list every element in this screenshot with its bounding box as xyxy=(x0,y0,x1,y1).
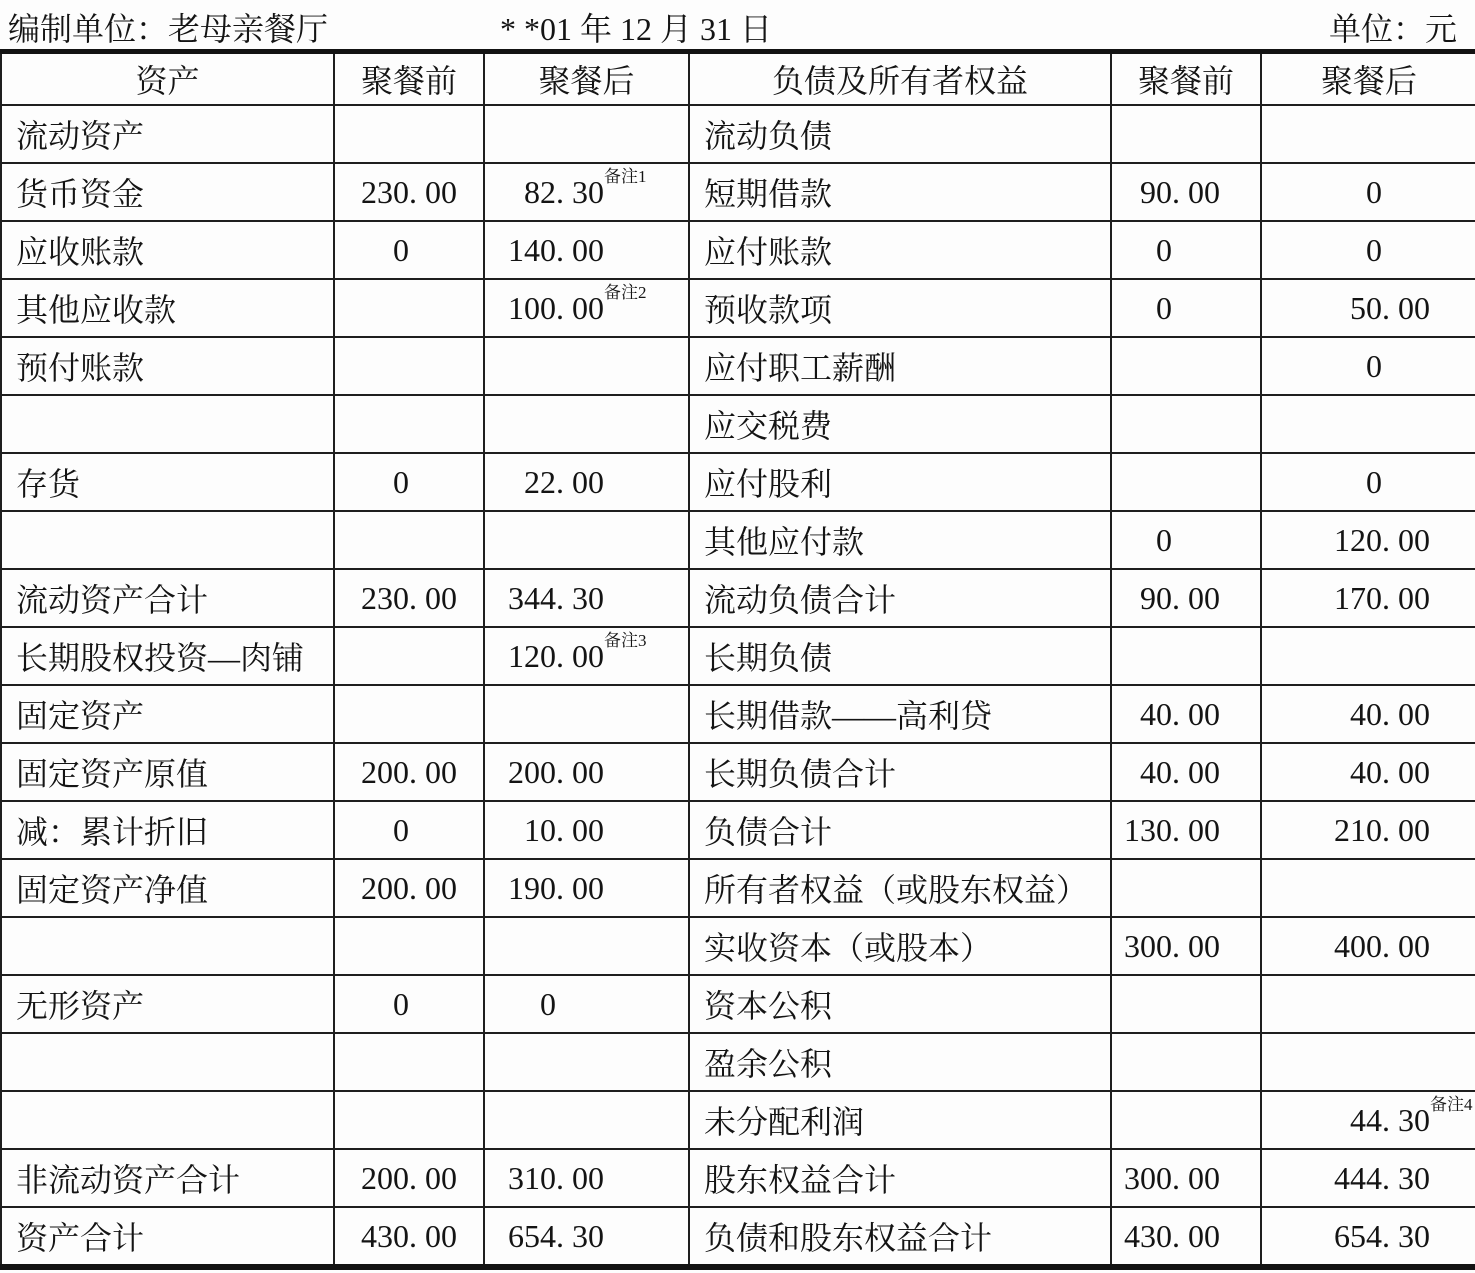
column-header-5: 聚餐后 xyxy=(1261,52,1475,106)
column-header-2: 聚餐后 xyxy=(484,52,689,106)
account-label: 所有者权益（或股东权益） xyxy=(689,859,1111,917)
note-superscript: 备注3 xyxy=(604,630,647,650)
table-row xyxy=(1,569,1475,627)
amount-value: 0 xyxy=(1366,231,1382,268)
amount-cell xyxy=(1111,859,1261,917)
table-row xyxy=(1,279,1475,337)
account-label xyxy=(1,395,334,453)
table-row xyxy=(1,1207,1475,1267)
amount-value: 0 xyxy=(393,985,409,1022)
amount-cell xyxy=(1261,685,1475,743)
amount-value: 40. 00 xyxy=(1350,695,1430,732)
amount-cell xyxy=(484,511,689,569)
amount-value: 344. 30 xyxy=(508,579,604,616)
account-label: 实收资本（或股本） xyxy=(689,917,1111,975)
note-superscript: 备注2 xyxy=(604,282,647,302)
amount-cell xyxy=(484,105,689,163)
amount-cell xyxy=(1111,1033,1261,1091)
column-header-3: 负债及所有者权益 xyxy=(689,52,1111,106)
amount-cell xyxy=(334,279,484,337)
header-row xyxy=(1,52,1475,106)
amount-cell xyxy=(484,743,689,801)
amount-cell xyxy=(484,685,689,743)
amount-value: 40. 00 xyxy=(1140,753,1220,790)
table-row xyxy=(1,859,1475,917)
amount-cell xyxy=(334,569,484,627)
amount-value: 0 xyxy=(1156,521,1172,558)
amount-cell xyxy=(1111,1091,1261,1149)
amount-cell xyxy=(1261,337,1475,395)
amount-value: 200. 00 xyxy=(361,869,457,906)
table-row xyxy=(1,1149,1475,1207)
amount-cell xyxy=(334,859,484,917)
amount-value: 230. 00 xyxy=(361,579,457,616)
amount-value: 120. 00 xyxy=(1334,521,1430,558)
amount-value: 170. 00 xyxy=(1334,579,1430,616)
table-row xyxy=(1,511,1475,569)
amount-cell xyxy=(1261,917,1475,975)
table-row xyxy=(1,917,1475,975)
amount-value: 300. 00 xyxy=(1124,927,1220,964)
amount-cell xyxy=(1111,337,1261,395)
amount-cell xyxy=(1261,1091,1475,1149)
amount-cell xyxy=(484,453,689,511)
column-header-4: 聚餐前 xyxy=(1111,52,1261,106)
account-label: 应付职工薪酬 xyxy=(689,337,1111,395)
amount-cell xyxy=(484,337,689,395)
account-label: 固定资产净值 xyxy=(1,859,334,917)
amount-cell xyxy=(484,627,689,685)
account-label xyxy=(1,1033,334,1091)
account-label: 流动资产 xyxy=(1,105,334,163)
amount-value: 400. 00 xyxy=(1334,927,1430,964)
account-label: 盈余公积 xyxy=(689,1033,1111,1091)
account-label: 长期负债合计 xyxy=(689,743,1111,801)
amount-cell xyxy=(1111,453,1261,511)
amount-value: 654. 30 xyxy=(508,1217,604,1254)
amount-cell xyxy=(1261,627,1475,685)
amount-value: 50. 00 xyxy=(1350,289,1430,326)
account-label: 应收账款 xyxy=(1,221,334,279)
amount-cell xyxy=(1261,221,1475,279)
account-label: 流动负债合计 xyxy=(689,569,1111,627)
account-label: 非流动资产合计 xyxy=(1,1149,334,1207)
account-label: 存货 xyxy=(1,453,334,511)
amount-cell xyxy=(484,859,689,917)
amount-cell xyxy=(334,453,484,511)
amount-cell xyxy=(334,975,484,1033)
amount-cell xyxy=(484,163,689,221)
amount-cell xyxy=(1111,569,1261,627)
amount-cell xyxy=(484,1207,689,1267)
amount-value: 200. 00 xyxy=(361,753,457,790)
amount-value: 120. 00 xyxy=(508,637,604,674)
table-row xyxy=(1,105,1475,163)
amount-value: 0 xyxy=(1366,347,1382,384)
amount-value: 300. 00 xyxy=(1124,1159,1220,1196)
account-label: 长期股权投资—肉铺 xyxy=(1,627,334,685)
amount-cell xyxy=(1261,453,1475,511)
amount-cell xyxy=(1261,569,1475,627)
amount-cell xyxy=(1261,1033,1475,1091)
unit-label: 单位：元 xyxy=(1328,11,1457,47)
amount-value: 0 xyxy=(393,231,409,268)
amount-cell xyxy=(334,395,484,453)
title-bar xyxy=(0,4,1475,50)
note-superscript: 备注1 xyxy=(604,166,647,186)
account-label: 其他应付款 xyxy=(689,511,1111,569)
note-superscript: 备注4 xyxy=(1430,1094,1473,1114)
amount-value: 310. 00 xyxy=(508,1159,604,1196)
amount-cell xyxy=(1111,511,1261,569)
amount-cell xyxy=(1111,743,1261,801)
amount-cell xyxy=(1261,1149,1475,1207)
account-label: 资本公积 xyxy=(689,975,1111,1033)
account-label: 应付账款 xyxy=(689,221,1111,279)
amount-value: 444. 30 xyxy=(1334,1159,1430,1196)
table-row xyxy=(1,685,1475,743)
table-row xyxy=(1,221,1475,279)
amount-cell xyxy=(334,1033,484,1091)
account-label: 其他应收款 xyxy=(1,279,334,337)
amount-value: 190. 00 xyxy=(508,869,604,906)
account-label: 固定资产原值 xyxy=(1,743,334,801)
amount-cell xyxy=(484,1033,689,1091)
amount-cell xyxy=(484,1091,689,1149)
amount-value: 40. 00 xyxy=(1140,695,1220,732)
amount-cell xyxy=(1111,279,1261,337)
table-row xyxy=(1,975,1475,1033)
amount-cell xyxy=(334,105,484,163)
amount-cell xyxy=(1111,801,1261,859)
table-row xyxy=(1,395,1475,453)
amount-value: 0 xyxy=(393,811,409,848)
amount-cell xyxy=(334,685,484,743)
amount-cell xyxy=(334,1207,484,1267)
amount-cell xyxy=(484,395,689,453)
amount-value: 0 xyxy=(393,463,409,500)
amount-cell xyxy=(334,511,484,569)
amount-value: 230. 00 xyxy=(361,173,457,210)
amount-cell xyxy=(484,569,689,627)
account-label: 长期负债 xyxy=(689,627,1111,685)
account-label: 固定资产 xyxy=(1,685,334,743)
amount-value: 22. 00 xyxy=(524,463,604,500)
amount-cell xyxy=(1261,511,1475,569)
amount-value: 130. 00 xyxy=(1124,811,1220,848)
column-header-0: 资产 xyxy=(1,52,334,106)
amount-value: 0 xyxy=(540,985,556,1022)
amount-cell xyxy=(334,1149,484,1207)
account-label: 预收款项 xyxy=(689,279,1111,337)
amount-cell xyxy=(484,1149,689,1207)
amount-cell xyxy=(1261,395,1475,453)
amount-value: 430. 00 xyxy=(1124,1217,1220,1254)
column-header-1: 聚餐前 xyxy=(334,52,484,106)
amount-cell xyxy=(334,801,484,859)
account-label: 应付股利 xyxy=(689,453,1111,511)
account-label: 未分配利润 xyxy=(689,1091,1111,1149)
table-row xyxy=(1,453,1475,511)
amount-value: 44. 30 xyxy=(1350,1101,1430,1138)
table-row xyxy=(1,801,1475,859)
amount-cell xyxy=(1111,975,1261,1033)
amount-value: 430. 00 xyxy=(361,1217,457,1254)
amount-cell xyxy=(484,801,689,859)
amount-cell xyxy=(484,279,689,337)
table-row xyxy=(1,163,1475,221)
amount-value: 0 xyxy=(1366,173,1382,210)
amount-cell xyxy=(1261,105,1475,163)
table-row xyxy=(1,337,1475,395)
amount-value: 90. 00 xyxy=(1140,579,1220,616)
amount-value: 200. 00 xyxy=(508,753,604,790)
amount-cell xyxy=(1261,975,1475,1033)
prepared-by-label: 编制单位：老母亲餐厅 xyxy=(8,11,329,47)
amount-value: 0 xyxy=(1156,289,1172,326)
report-date: * *01 年 12 月 31 日 xyxy=(500,11,773,47)
amount-cell xyxy=(1111,163,1261,221)
account-label: 流动资产合计 xyxy=(1,569,334,627)
amount-cell xyxy=(1111,685,1261,743)
account-label: 负债和股东权益合计 xyxy=(689,1207,1111,1267)
amount-cell xyxy=(1111,395,1261,453)
account-label xyxy=(1,1091,334,1149)
account-label xyxy=(1,511,334,569)
amount-value: 0 xyxy=(1366,463,1382,500)
amount-cell xyxy=(1261,279,1475,337)
amount-cell xyxy=(334,743,484,801)
amount-cell xyxy=(334,221,484,279)
amount-cell xyxy=(484,221,689,279)
amount-cell xyxy=(1111,1207,1261,1267)
account-label: 流动负债 xyxy=(689,105,1111,163)
amount-cell xyxy=(334,163,484,221)
account-label: 减：累计折旧 xyxy=(1,801,334,859)
amount-value: 210. 00 xyxy=(1334,811,1430,848)
amount-cell xyxy=(1111,1149,1261,1207)
account-label: 负债合计 xyxy=(689,801,1111,859)
amount-cell xyxy=(484,917,689,975)
account-label: 货币资金 xyxy=(1,163,334,221)
amount-cell xyxy=(1111,627,1261,685)
table-row xyxy=(1,1033,1475,1091)
account-label: 无形资产 xyxy=(1,975,334,1033)
amount-value: 90. 00 xyxy=(1140,173,1220,210)
account-label: 长期借款——高利贷 xyxy=(689,685,1111,743)
amount-value: 100. 00 xyxy=(508,289,604,326)
amount-cell xyxy=(1261,801,1475,859)
amount-cell xyxy=(1111,917,1261,975)
amount-value: 140. 00 xyxy=(508,231,604,268)
amount-cell xyxy=(334,917,484,975)
amount-value: 10. 00 xyxy=(524,811,604,848)
table-row xyxy=(1,1091,1475,1149)
account-label: 应交税费 xyxy=(689,395,1111,453)
amount-value: 40. 00 xyxy=(1350,753,1430,790)
amount-value: 200. 00 xyxy=(361,1159,457,1196)
balance-sheet-table xyxy=(0,49,1475,1270)
amount-cell xyxy=(1261,163,1475,221)
amount-cell xyxy=(1111,221,1261,279)
amount-value: 0 xyxy=(1156,231,1172,268)
amount-value: 82. 30 xyxy=(524,173,604,210)
table-row xyxy=(1,743,1475,801)
amount-cell xyxy=(1261,743,1475,801)
amount-cell xyxy=(334,337,484,395)
account-label: 股东权益合计 xyxy=(689,1149,1111,1207)
account-label: 短期借款 xyxy=(689,163,1111,221)
amount-cell xyxy=(484,975,689,1033)
amount-cell xyxy=(1261,859,1475,917)
amount-cell xyxy=(334,1091,484,1149)
amount-value: 654. 30 xyxy=(1334,1217,1430,1254)
account-label xyxy=(1,917,334,975)
amount-cell xyxy=(1111,105,1261,163)
amount-cell xyxy=(334,627,484,685)
account-label: 预付账款 xyxy=(1,337,334,395)
amount-cell xyxy=(1261,1207,1475,1267)
account-label: 资产合计 xyxy=(1,1207,334,1267)
table-row xyxy=(1,627,1475,685)
